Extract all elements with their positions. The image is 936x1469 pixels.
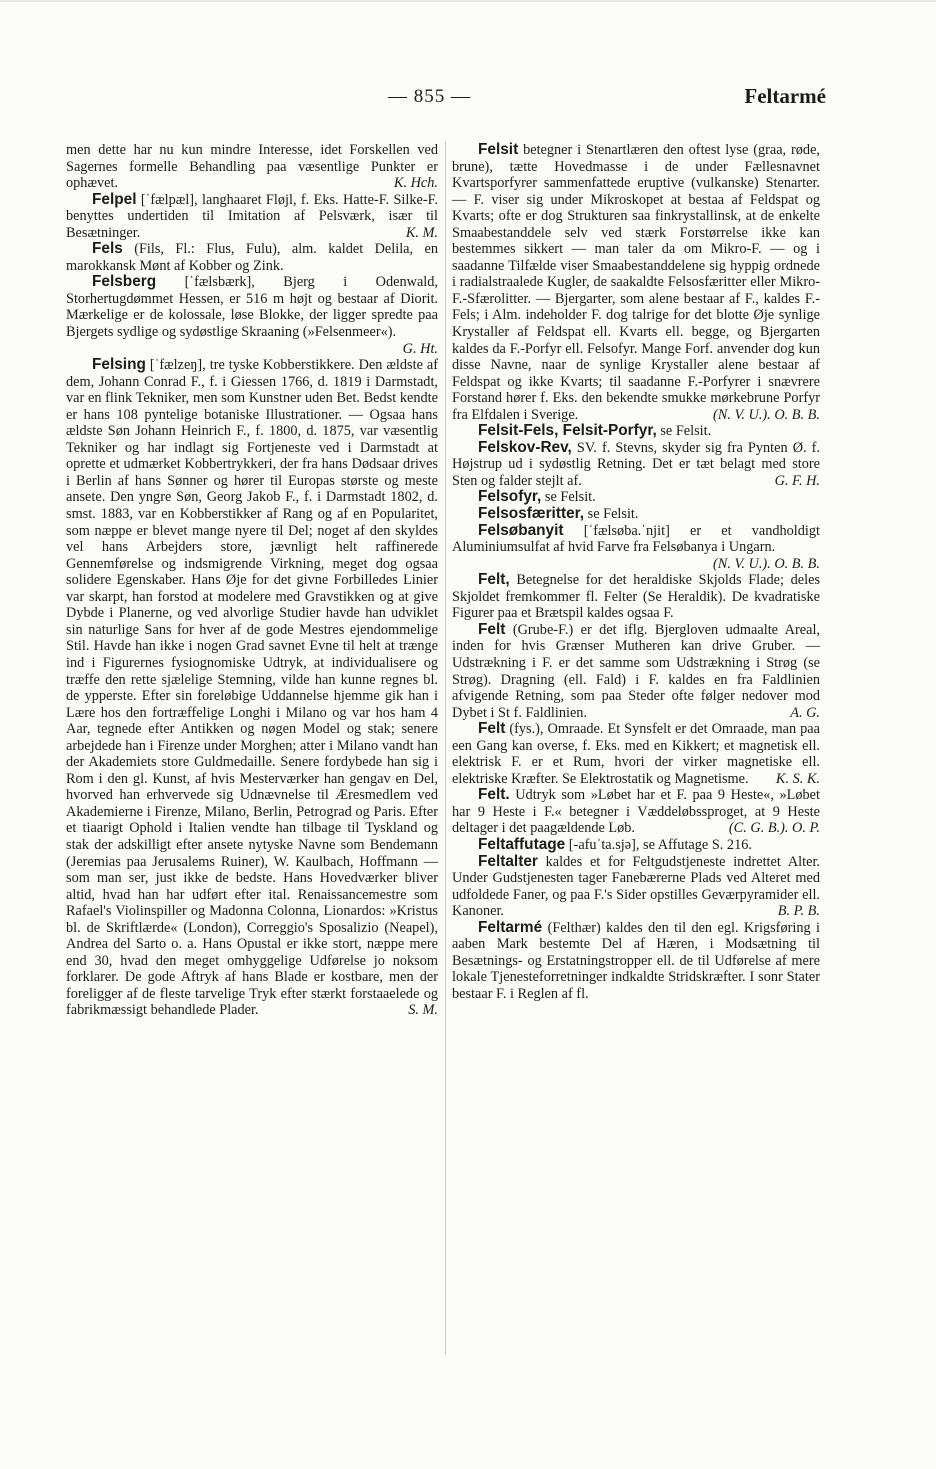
- dictionary-entry: [452, 523, 820, 573]
- author-signature: (N. V. U.). O. B. B.: [713, 406, 820, 423]
- entry-text: [ˈfælsbærk], Bjerg i Odenwald, Storhertugdømmet Hessen, er 516 m højt og bestaar af Diorit. Mærkelige er de kolossale, løse Blokke, der ligger spredte paa Bjergets sydlige og sydøstlige Skraaning (»Felsenmeer«).: [66, 274, 438, 341]
- entry-headword: Felsit: [478, 141, 519, 158]
- page-number: — 855 —: [388, 86, 471, 107]
- author-signature: G. F. H.: [774, 472, 820, 489]
- dictionary-entry: [66, 192, 438, 242]
- author-signature: S. M.: [408, 1002, 438, 1019]
- author-signature: K. M.: [405, 224, 438, 241]
- author-signature: K. Hch.: [393, 175, 438, 192]
- column-gutter: [445, 142, 446, 1354]
- entry-headword: Felpel: [92, 190, 137, 208]
- entry-headword: Felsing: [92, 356, 146, 374]
- author-signature: A. G.: [790, 704, 820, 721]
- entry-text: se Felsit.: [587, 506, 639, 523]
- dictionary-entry: [452, 440, 820, 490]
- dictionary-entry: [452, 721, 820, 787]
- page-top-edge: [0, 0, 936, 2]
- entry-text: SV. f. Stevns, skyder sig fra Pynten Ø. f. Højstrup ud i sydøstlig Retning. Det er tæt belagt med store Sten og falder stejlt af.: [452, 439, 820, 489]
- entry-text: se Felsit.: [660, 423, 712, 440]
- entry-text: [ˈfælpæl], langhaaret Fløjl, f. Eks. Hatte-F. Silke-F. benyttes undertiden til Imitation af Pelsværk, især til Besætninger.: [66, 191, 438, 241]
- entry-headword: Felt.: [478, 786, 510, 804]
- entry-text: [ˈfælzeŋ], tre tyske Kobberstikkere. Den ældste af dem, Johann Conrad F., f. i Giessen 1766, d. 1819 i Darmstadt, var en flink Tekniker, men som Kunstner uden Bet. Bedst kendte er hans 108 pyntelige botaniske Illustrationer. — Ogsaa hans ældste Søn Johann Heinrich F., f. 1800, d. 1875, var væsentlig Tekniker og har indlagt sig Fortjeneste ved i Darmstadt at oprette et udmærket Kobbertrykkeri, der fra hans Dødsaar drives i Berlin af hans Sønner og hører til Europas største og meste ansete. Den yngre Søn, Georg Jakob F., f. i Darmstadt 1802, d. smst. 1883, var en Kobberstikker af Rang og af en Popularitet, som næppe er blevet mange nyere til Del; noget af den skyldes vel hans Arbejders store, jævnligt helt raffinerede Gennemførelse og indsmigrende Virkning, meget dog ogsaa solidere Egenskaber. Hans Øje for det givne Forbilledes Linier var skarpt, han forstod at modelere med Gravstikken og at give Dybde i Planerne, og ved alvorlige Studier havde han udviklet sin naturlige Sans for hver af de gode Mestres ejendommelige Stil. Havde han ikke i nogen Grad savnet Evne til helt at trænge ind i Figurernes fysiognomiske Udtryk, at individualisere og træffe den rette sjælelige Stemning, vilde han kunne regnes bl. de ypperste. Efter sin foreløbige Uddannelse hjemme gik han i Lære hos den fortræffelige Longhi i Milano og var hos ham 4 Aar, tegnede efter Antikken og nøgen Model og stak; senere arbejdede han i Firenze under Morghen; atter i Milano vandt han der Akademiets store Guldmedaille. Senere fordybede han sig i Rom i den gl. Kunst, af hvis Mesterværker han gengav en Del, hvorved han erhvervede sig Udnævnelse til Æresmedlem ved Akademierne i Firenze, Milano, Berlin, Petrograd og Paris. Efter et tiaarigt Ophold i Italien vendte han tilbage til Tyskland og stak der adskilligt efter ansete nytyske Navne som Bendemann (Jeremias paa Jerusalems Ruiner), W. Kaulbach, Hoffmann — som man ser, just ikke de bedste. Hans Hovedværker bliver altid, hvad han har udført efter ital. Renaissancemestre som Rafael's Violinspiller og Madonna Colonna, Lionardos: »Kristus bl. de Skriftlærde« (London), Correggio's Sposalizio (Neapel), Andrea del Sarto o. a. Hans Opustal er ikke stort, næppe mere end 30, hvad den meget omhyggelige Udførelse jo noksom forklarer. De gode Aftryk af hans Blade er kostbare, men der foreligger af de fleste tarvelige Tryk efter stærkt forstaaelede og fabrikmæssigt behandlede Plader.: [66, 357, 439, 1019]
- entry-text: Betegnelse for det heraldiske Skjolds Flade; deles Skjoldet fremkommer fl. Felter (Se Heraldik). De kvadratiske Figurer paa et Brætspil kaldes ogsaa F.: [452, 572, 821, 622]
- dictionary-entry: [452, 142, 820, 423]
- entry-headword: Felsosfæritter,: [478, 505, 585, 523]
- dictionary-entry: [452, 622, 820, 721]
- right-column: [452, 142, 820, 1002]
- entry-headword: Feltalter: [478, 852, 538, 870]
- entry-headword: Felskov-Rev,: [478, 438, 572, 456]
- entry-text: (Fils, Fl.: Flus, Fulu), alm. kaldet Delila, en marokkansk Mønt af Kobber og Zink.: [66, 241, 438, 274]
- entry-headword: Felsofyr,: [478, 488, 542, 506]
- entry-headword: Feltarmé: [478, 918, 543, 936]
- entry-text: (Grube-F.) er det iflg. Bjergloven udmaalte Areal, inden for hvis Grænser Mutheren kan drive Gruber. — Udstrækning i F. er det samme som Udstrækning i Strøg (se Strøg). Dragning (ell. Fald) i F. kaldes en fra Faldlinien afvigende Retning, som paa Steder ofte følger nedover mod Dybet i St f. Faldlinien.: [452, 621, 820, 721]
- page-header: [0, 86, 936, 114]
- left-column: [66, 142, 438, 1019]
- dictionary-entry: [452, 854, 820, 920]
- entry-headword: Feltaffutage: [478, 835, 566, 853]
- entry-text: betegner i Stenartlæren den oftest lyse (graa, røde, brune), tætte Hovedmasse i de under Fællesnavnet Kvartsporfyrer sammenfattede eruptive (vulkanske) Stenarter. — F. viser sig under Mikroskopet at bestaa af Feldspat og Kvarts; ofte er dog Strukturen saa finkrystallinsk, at de enkelte Smaabestanddele selv ved stærk Forstørrelse ikke kan bestemmes sikkert — man taler da om Mikro-F. — og i saadanne Tilfælde viser Smaabestanddelene sig hyppig ordnede i radialstraalede Kugler, de saakaldte Felsosfæritter eller Mikro-F.-Sfærolitter. — Bjergarter, som alene bestaar af F., kaldes F.-Fels; i Alm. indeholder F. dog talrige for det blotte Øje synlige Krystaller af Feldspat ell. Kvarts ell. begge, og Bjergarten kaldes da F.-Porfyr ell. Felsofyr. Mange Forf. anvender dog kun disse Navne, naar de synlige Krystaller alene bestaar af Feldspat og ikke Kvarts; til saadanne F.-Porfyrer i snævrere Forstand hører f. Eks. den bekendte smukke mørkebrune Porfyr fra Elfdalen i Sverige.: [452, 142, 820, 423]
- entry-text: (fys.), Omraade. Et Synsfelt er det Omraade, man paa een Gang kan overse, f. Eks. med en Kikkert; et magnetisk ell. elektrisk F. er et Rum, hvori der virker magnetiske ell. elektriske Kræfter. Se Elektrostatik og Magnetisme.: [452, 721, 821, 787]
- entry-headword: Felt,: [478, 571, 510, 589]
- dictionary-entry: [452, 920, 820, 1003]
- entry-text: men dette har nu kun mindre Interesse, idet Forskellen ved Sagernes formelle Behandling paa væsentlige Punkter er ophævet.: [66, 142, 438, 192]
- entry-text: se Felsit.: [544, 489, 596, 506]
- dictionary-entry: [452, 489, 820, 506]
- author-signature: (C. G. B.). O. P.: [728, 820, 820, 837]
- entry-text: Udtryk som »Løbet har et F. paa 9 Heste«, »Løbet har 9 Heste i F.« betegner i Væddeløbssproget, at 9 Heste deltager i det paagældende Løb.: [452, 787, 821, 837]
- author-signature: K. S. K.: [775, 770, 820, 787]
- entry-headword: Felsberg: [92, 273, 157, 291]
- entry-text: kaldes et for Feltgudstjeneste indrettet Alter. Under Gudstjenesten tager Fanebærerne Plads ved Alteret med udfoldede Faner, og paa F.'s Sider opstilles Geværpyramider ell. Kanoner.: [452, 853, 820, 920]
- entry-headword: Felt: [478, 720, 506, 738]
- entry-text: [ˈfælsøba.ˈnjit] er et vandholdigt Aluminiumsulfat af hvid Farve fra Felsøbanya i Ungarn.: [452, 522, 821, 556]
- author-signature: G. Ht.: [402, 340, 438, 357]
- entry-headword: Felt: [478, 620, 506, 638]
- author-signature: B. P. B.: [777, 903, 820, 920]
- dictionary-entry: [66, 274, 438, 357]
- entry-continuation: [66, 142, 438, 192]
- entry-headword: Fels: [92, 240, 123, 258]
- dictionary-entry: [66, 241, 438, 274]
- running-head: Feltarmé: [744, 84, 826, 108]
- dictionary-entry: [452, 837, 820, 854]
- entry-headword: Felsit-Fels, Felsit-Porfyr,: [478, 422, 657, 440]
- dictionary-entry: [452, 423, 820, 440]
- author-signature: (N. V. U.). O. B. B.: [713, 555, 820, 572]
- dictionary-entry: [452, 506, 820, 523]
- dictionary-entry: [452, 572, 820, 622]
- dictionary-entry: [452, 787, 820, 837]
- entry-text: (Felthær) kaldes den til den egl. Krigsføring i aaben Mark bestemte Del af Hæren, i Modsætning til Besætnings- og Erstatningstropper ell. de til Udførelse af mere lokale Tjenesteforretninger indkaldte Stridskræfter. I sonr Stater bestaar F. i Reglen af fl.: [452, 919, 820, 1002]
- entry-headword: Felsøbanyit: [478, 521, 564, 539]
- entry-text: [-afuˈta.sjə], se Affutage S. 216.: [568, 836, 752, 853]
- dictionary-entry: [66, 357, 438, 1019]
